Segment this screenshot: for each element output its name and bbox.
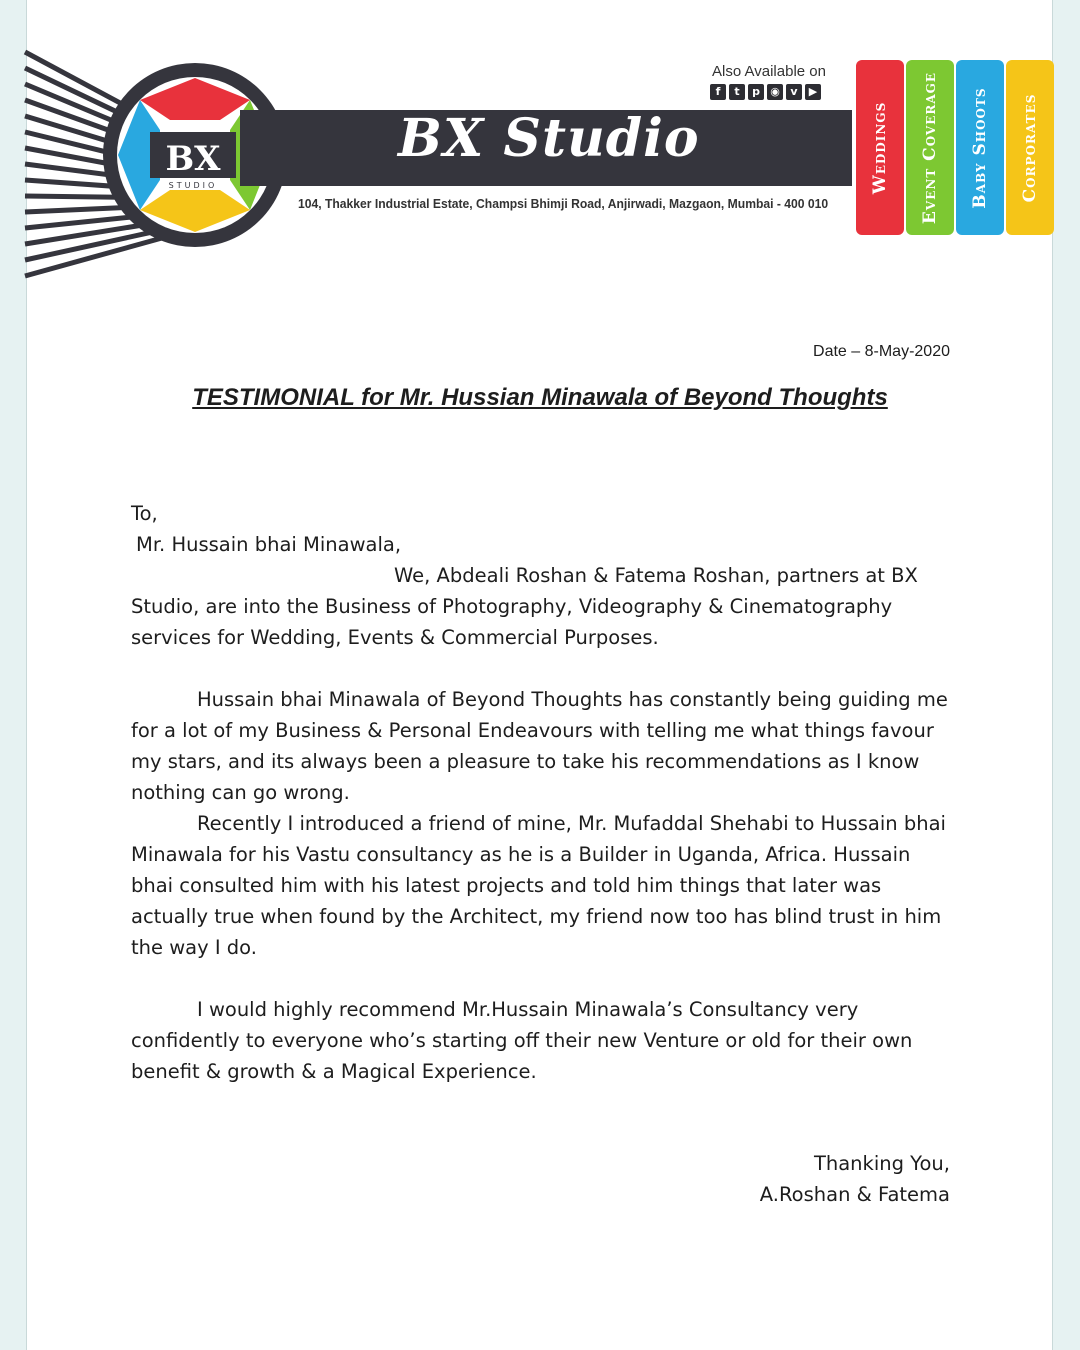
studio-address: 104, Thakker Industrial Estate, Champsi Bhimji Road, Anjirwadi, Mazgaon, Mumbai - 400 010 — [298, 196, 829, 211]
pinterest-icon: p — [748, 84, 764, 100]
youtube-icon: ▶ — [805, 84, 821, 100]
paragraph-2: Recently I introduced a friend of mine, Mr. Mufaddal Shehabi to Hussain bhai Minawala for his Vastu consultancy as he is a Builder in Uganda, Africa. Hussain bhai consulted him with his latest projects and told him things that later was actually true when found by the Architect, my friend now too has blind trust in him the way I do. — [131, 812, 946, 959]
twitter-icon: t — [729, 84, 745, 100]
paragraph-1: Hussain bhai Minawala of Beyond Thoughts has constantly being guiding me for a lot of my Business & Personal Endeavours with telling me what things favour my stars, and its always been a pleasure to take his recommendations as I know nothing can go wrong. — [131, 688, 948, 804]
logo-subtext: STUDIO — [168, 181, 218, 190]
tab-weddings: Weddings — [856, 60, 904, 235]
vimeo-icon: v — [786, 84, 802, 100]
instagram-icon: ◉ — [767, 84, 783, 100]
letter-body — [131, 498, 951, 1087]
intro-paragraph: Studio, are into the Business of Photography, Videography & Cinematography services for Wedding, Events & Commercial Purposes. — [131, 595, 893, 649]
facebook-icon: f — [710, 84, 726, 100]
social-icons — [710, 84, 821, 100]
signature-block — [760, 1148, 950, 1210]
letter-title: TESTIMONIAL for Mr. Hussian Minawala of Beyond Thoughts — [192, 384, 888, 411]
letter-date: Date – 8-May-2020 — [813, 343, 950, 360]
tab-corporates: Corporates — [1006, 60, 1054, 235]
tab-baby-shoots: Baby Shoots — [956, 60, 1004, 235]
intro-first-line: We, Abdeali Roshan & Fatema Roshan, partners at BX — [394, 564, 918, 587]
paragraph-3: I would highly recommend Mr.Hussain Minawala’s Consultancy very confidently to everyone who’s starting off their new Venture or old for their own benefit & growth & a Magical Experience. — [131, 998, 913, 1083]
brand-name: BX Studio — [398, 108, 700, 169]
closing: Thanking You, — [813, 1152, 950, 1175]
logo-text: BX — [165, 139, 221, 179]
salutation: To, — [131, 502, 158, 525]
recipient: Mr. Hussain bhai Minawala, — [136, 533, 402, 556]
tab-event-coverage: Event Coverage — [906, 60, 954, 235]
signature: A.Roshan & Fatema — [759, 1183, 950, 1206]
service-tabs — [856, 60, 1054, 235]
also-available-label: Also Available on — [712, 63, 826, 80]
